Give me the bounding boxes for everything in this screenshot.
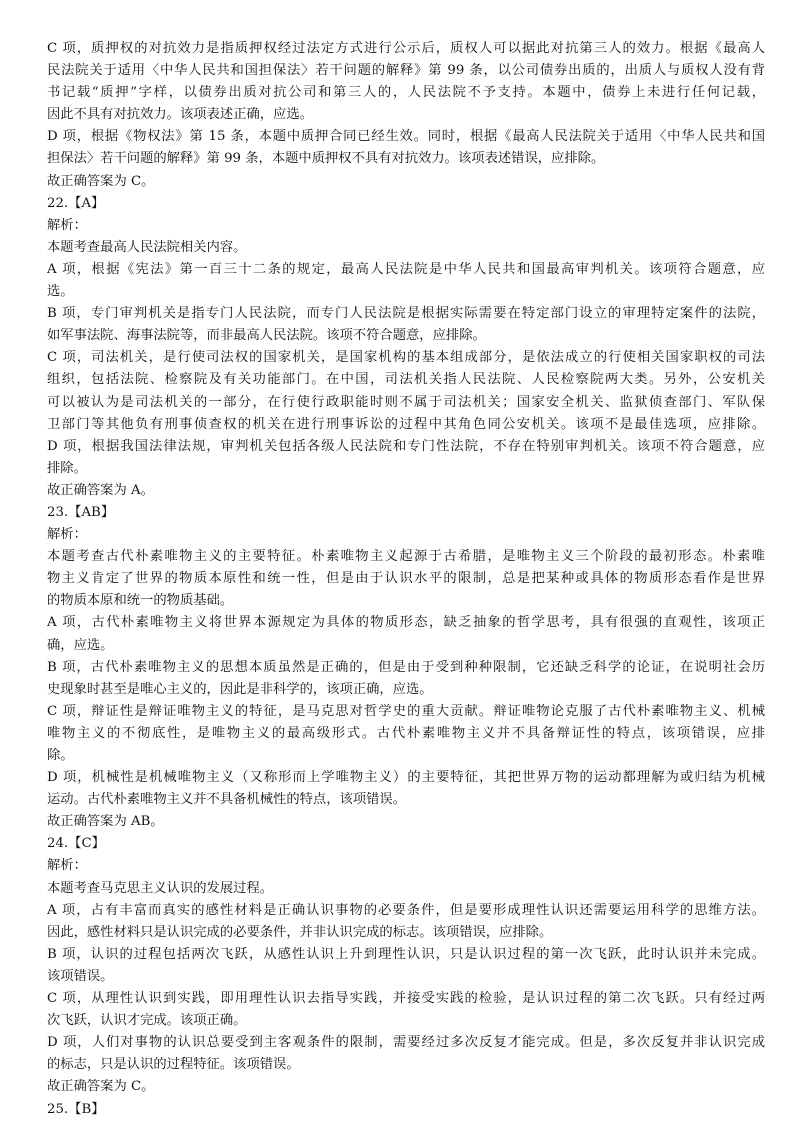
text-line: 民法院关于适用〈中华人民共和国担保法〉若干问题的解释》第 99 条，以公司债券出质的，出质人与质权人没有背 (47, 63, 765, 79)
text-line: 唯物主义的不彻底性，是唯物主义的最高级形式。古代朴素唯物主义并不具备辩证性的特点，该项错误，应排 (47, 725, 765, 741)
text-line: D 项，根据《物权法》第 15 条，本题中质押合同已经生效。同时，根据《最高人民法院关于适用〈中华人民共和国 (47, 129, 765, 145)
text-line: 卫部门等其他负有刑事侦查权的机关在进行刑事诉讼的过程中其角色同公安机关。该项不是最佳选项，应排除。 (47, 416, 765, 432)
text-line: 史现象时甚至是唯心主义的，因此是非科学的，该项正确，应选。 (47, 681, 433, 697)
text-line: D 项，机械性是机械唯物主义（又称形而上学唯物主义）的主要特征，其把世界万物的运动都理解为或归结为机械 (47, 770, 765, 786)
text-line: 该项错误。 (47, 968, 114, 984)
text-line: 书记载“质押”字样，以债券出质对抗公司和第三人的，人民法院不予支持。本题中，债券上未进行任何记载， (47, 85, 765, 101)
text-line: 的物质本原和统一的物质基础。 (47, 593, 234, 609)
text-line: 因此，感性材料只是认识完成的必要条件，并非认识完成的标志。该项错误，应排除。 (47, 924, 553, 940)
text-line: 因此不具有对抗效力。该项表述正确，应选。 (47, 107, 313, 123)
document-body (47, 38, 765, 1121)
text-line: 解析： (47, 217, 87, 233)
text-line: B 项，古代朴素唯物主义的思想本质虽然是正确的，但是由于受到种种限制，它还缺乏科学的论证，在说明社会历 (47, 659, 765, 675)
text-line: 故正确答案为 AB。 (47, 814, 164, 830)
text-line: D 项，人们对事物的认识总要受到主客观条件的限制，需要经过多次反复才能完成。但是，多次反复并非认识完成 (47, 1035, 765, 1051)
text-line: 故正确答案为 C。 (47, 173, 155, 189)
text-line: D 项，根据我国法律法规，审判机关包括各级人民法院和专门性法院，不存在特别审判机关。该项不符合题意，应 (47, 438, 765, 454)
text-line: A 项，占有丰富而真实的感性材料是正确认识事物的必要条件，但是要形成理性认识还需要运用科学的思维方法。 (47, 902, 765, 918)
text-line: 次飞跃，认识才完成。该项正确。 (47, 1013, 247, 1029)
text-line: 组织，包括法院、检察院及有关功能部门。在中国，司法机关指人民法院、人民检察院两大类。另外，公安机关 (47, 372, 765, 388)
text-line: 的标志，只是认识的过程特征。该项错误。 (47, 1057, 300, 1073)
text-line: 本题考查古代朴素唯物主义的主要特征。朴素唯物主义起源于古希腊，是唯物主义三个阶段的最初形态。朴素唯 (47, 549, 765, 565)
text-line: 故正确答案为 A。 (47, 482, 154, 498)
text-line: A 项，根据《宪法》第一百三十二条的规定，最高人民法院是中华人民共和国最高审判机关。该项符合题意，应 (47, 261, 765, 277)
text-line: 22.【A】 (47, 195, 105, 211)
text-line: 故正确答案为 C。 (47, 1079, 155, 1095)
text-line: 24.【C】 (47, 836, 105, 852)
text-line: 可以被认为是司法机关的一部分，在行使行政职能时则不属于司法机关；国家安全机关、监狱侦查部门、军队保 (47, 394, 765, 410)
text-line: 25.【B】 (47, 1101, 105, 1117)
text-line: 排除。 (47, 460, 87, 476)
text-line: B 项，认识的过程包括两次飞跃，从感性认识上升到理性认识，只是认识过程的第一次飞跃，此时认识并未完成。 (47, 946, 765, 962)
text-line: B 项，专门审判机关是指专门人民法院，而专门人民法院是根据实际需要在特定部门设立的审理特定案件的法院， (47, 306, 765, 322)
text-line: 选。 (47, 284, 74, 300)
text-line: 本题考查马克思主义认识的发展过程。 (47, 880, 274, 896)
text-line: 解析： (47, 527, 87, 543)
text-line: 如军事法院、海事法院等，而非最高人民法院。该项不符合题意，应排除。 (47, 328, 486, 344)
text-line: C 项，从理性认识到实践，即用理性认识去指导实践，并接受实践的检验，是认识过程的第二次飞跃。只有经过两 (47, 991, 765, 1007)
text-line: C 项，辩证性是辩证唯物主义的特征，是马克思对哲学史的重大贡献。辩证唯物论克服了古代朴素唯物主义、机械 (47, 703, 765, 719)
text-line: 运动。古代朴素唯物主义并不具备机械性的特点，该项错误。 (47, 792, 407, 808)
text-line: 本题考查最高人民法院相关内容。 (47, 239, 247, 255)
text-line: 物主义肯定了世界的物质本原性和统一性，但是由于认识水平的限制，总是把某种或具体的物质形态看作是世界 (47, 571, 765, 587)
text-line: C 项，司法机关，是行使司法权的国家机关，是国家机构的基本组成部分，是依法成立的行使相关国家职权的司法 (47, 350, 765, 366)
text-line: 23.【AB】 (47, 504, 115, 520)
text-line: 解析： (47, 858, 87, 874)
text-line: 除。 (47, 748, 74, 763)
text-line: C 项，质押权的对抗效力是指质押权经过法定方式进行公示后，质权人可以据此对抗第三人的效力。根据《最高人 (47, 41, 765, 56)
text-line: A 项，古代朴素唯物主义将世界本源规定为具体的物质形态，缺乏抽象的哲学思考，具有很强的直观性，该项正 (47, 615, 765, 631)
text-line: 担保法〉若干问题的解释》第 99 条，本题中质押权不具有对抗效力。该项表述错误，应排除。 (47, 151, 605, 167)
text-line: 确，应选。 (47, 637, 114, 653)
